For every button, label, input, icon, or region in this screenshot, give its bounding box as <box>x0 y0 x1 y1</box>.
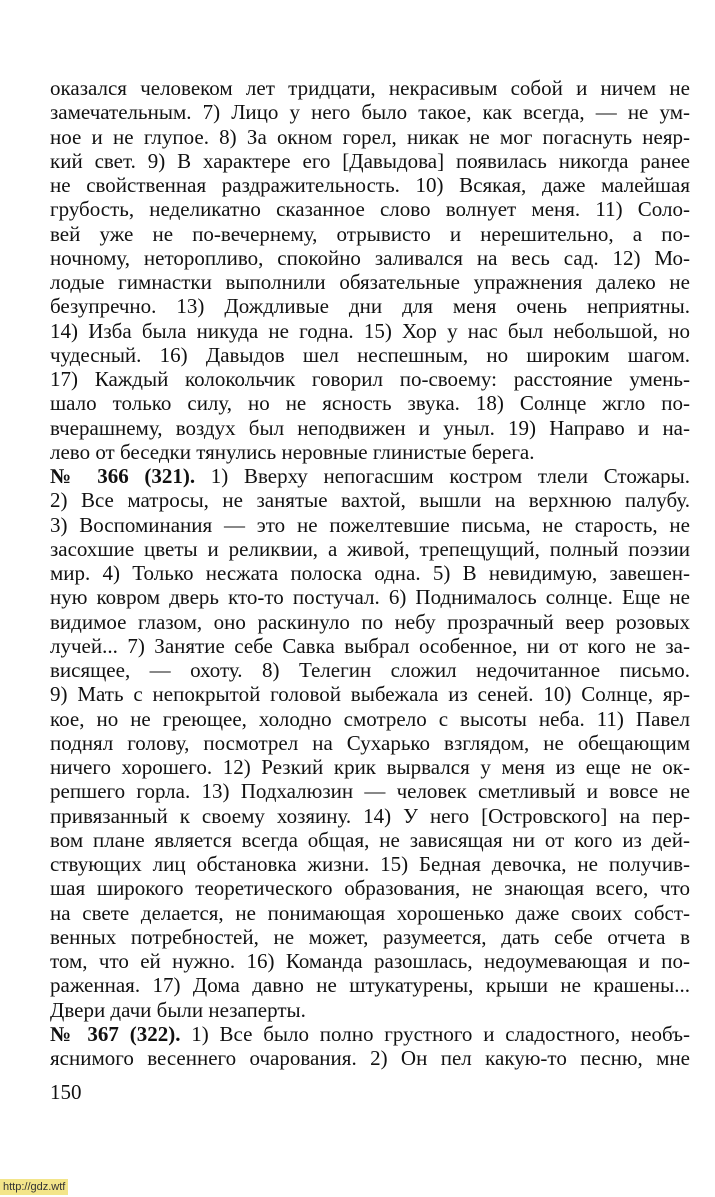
text-line <box>50 925 690 949</box>
line-text: вей уже не по-вечернему, отрывисто и нерешительно, а по- <box>50 221 690 246</box>
text-line <box>50 876 690 900</box>
line-text: ное и не глупое. 8) За окном горел, никак не мог погаснуть нeяр- <box>50 124 690 149</box>
text-line <box>50 270 690 294</box>
line-text: ничего хорошего. 12) Резкий крик вырвался у меня из еще не ок- <box>50 755 690 779</box>
line-text: 3) Воспоминания — это не пожелтевшие письма, не старость, не <box>50 512 690 537</box>
line-text: чудесный. 16) Давыдов шел неспешным, но широким шагом. <box>50 342 690 367</box>
line-text: ночному, неторопливо, спокойно заливался на весь сад. 12) Мо- <box>50 245 690 270</box>
text-line <box>50 125 690 149</box>
exercise-number: № 366 (321). <box>50 464 196 488</box>
line-text: 14) Изба была никуда не годна. 15) Хор у нас был небольшой, но <box>50 318 690 343</box>
text-line <box>50 901 690 925</box>
line-text: 1) Вверху непогасшим костром тлели Стожары. <box>195 464 691 488</box>
text-line <box>50 100 690 124</box>
text-line <box>50 440 690 464</box>
text-line <box>50 343 690 367</box>
line-text: лодые гимнастки выполнили обязательные упражнения далеко не <box>50 270 690 294</box>
line-text: привязанный к своему хозяину. 14) У него [Островского] на пер- <box>50 803 690 828</box>
text-line <box>50 634 690 658</box>
line-text: яснимого весеннего очарования. 2) Он пел какую-то песню, мне <box>50 1046 690 1070</box>
text-line <box>50 998 690 1022</box>
text-line <box>50 658 690 682</box>
line-text: раженная. 17) Дома давно не штукатурены, крыши не крашены... <box>50 973 690 998</box>
text-line <box>50 537 690 561</box>
line-text: шало только силу, но не ясность звука. 18) Солнце жгло по- <box>50 391 690 416</box>
exercise-number: № 367 (322). <box>50 1021 181 1046</box>
line-text: венных потребностей, не может, разумеется, дать себе отчета в <box>50 924 690 949</box>
text-line <box>50 561 690 585</box>
line-text: видимое глазом, оно раскинуло по небу прозрачный веер розовых <box>50 609 690 634</box>
line-text: вчерашнему, воздух был неподвижен и уныл. 19) Направо и на- <box>50 415 690 440</box>
line-text: не свойственная раздражительность. 10) Всякая, даже малейшая <box>50 173 690 197</box>
page-number: 150 <box>50 1080 82 1104</box>
line-text: кое, но не греющее, холодно смотрело с высоты неба. 11) Павел <box>50 706 690 731</box>
line-text: вом плане является всегда общая, не зависящая ни от кого из дей- <box>50 827 690 852</box>
text-line <box>50 973 690 997</box>
text-line <box>50 246 690 270</box>
text-line <box>50 294 690 318</box>
text-line <box>50 585 690 609</box>
text-line <box>50 391 690 415</box>
text-line <box>50 610 690 634</box>
text-line <box>50 173 690 197</box>
line-text: на свете делается, не понимающая хорошенько даже своих собст- <box>50 900 690 925</box>
line-text: репшего горла. 13) Подхалюзин — человек сметливый и вовсе не <box>50 779 690 804</box>
document-body <box>50 76 690 1070</box>
line-text: ную ковром дверь кто-то постучал. 6) Поднималось солнце. Еще не <box>50 585 690 610</box>
text-line <box>50 804 690 828</box>
line-text: 9) Мать с непокрытой головой выбежала из сеней. 10) Солнце, яр- <box>50 682 690 707</box>
text-line <box>50 852 690 876</box>
line-text: 1) Все было полно грустного и сладостного, необъ- <box>180 1021 691 1046</box>
text-line <box>50 416 690 440</box>
text-line <box>50 1022 690 1046</box>
line-text: грубость, неделикатно сказанное слово волнует меня. 11) Соло- <box>50 197 690 222</box>
text-line <box>50 76 690 100</box>
line-text: поднял голову, посмотрел на Сухарько взглядом, не обещающим <box>50 730 690 755</box>
line-text: Двери дачи были незаперты. <box>50 997 306 1022</box>
line-text: 17) Каждый колокольчик говорил по-своему: расстояние умень- <box>50 367 690 391</box>
text-line <box>50 755 690 779</box>
text-line <box>50 222 690 246</box>
text-line <box>50 464 690 488</box>
line-text: замечательным. 7) Лицо у него было такое, как всегда, — не ум- <box>50 100 690 125</box>
line-text: кий свет. 9) В характере его [Давыдова] появилась никогда ранее <box>50 148 690 173</box>
text-line <box>50 488 690 512</box>
line-text: шая широкого теоретического образования, не знающая всего, что <box>50 876 690 901</box>
line-text: ствующих лиц обстановка жизни. 15) Бедная девочка, не получив- <box>50 852 690 876</box>
text-line <box>50 779 690 803</box>
line-text: лево от беседки тянулись неровные глинистые берега. <box>50 439 535 464</box>
line-text: засохшие цветы и реликвии, а живой, трепещущий, полный поэзии <box>50 536 690 561</box>
text-line <box>50 319 690 343</box>
text-line <box>50 367 690 391</box>
watermark-link[interactable]: http://gdz.wtf <box>0 1179 68 1195</box>
text-line <box>50 707 690 731</box>
line-text: безупречно. 13) Дождливые дни для меня очень неприятны. <box>50 294 690 319</box>
line-text: висящее, — охоту. 8) Телегин сложил недочитанное письмо. <box>50 658 690 682</box>
line-text: 2) Все матросы, не занятые вахтой, вышли на верхнюю палубу. <box>50 488 690 513</box>
line-text: том, что ей нужно. 16) Команда разошлась, недоумевающая и по- <box>50 949 690 973</box>
text-line <box>50 828 690 852</box>
line-text: оказался человеком лет тридцати, некрасивым собой и ничем не <box>50 76 690 100</box>
text-line <box>50 949 690 973</box>
line-text: мир. 4) Только несжата полоска одна. 5) В невидимую, завешен- <box>50 561 690 585</box>
text-line <box>50 682 690 706</box>
text-line <box>50 149 690 173</box>
text-line <box>50 731 690 755</box>
text-line <box>50 513 690 537</box>
line-text: лучей... 7) Занятие себе Савка выбрал особенное, ни от кого не за- <box>50 633 690 658</box>
text-line <box>50 197 690 221</box>
text-line <box>50 1046 690 1070</box>
